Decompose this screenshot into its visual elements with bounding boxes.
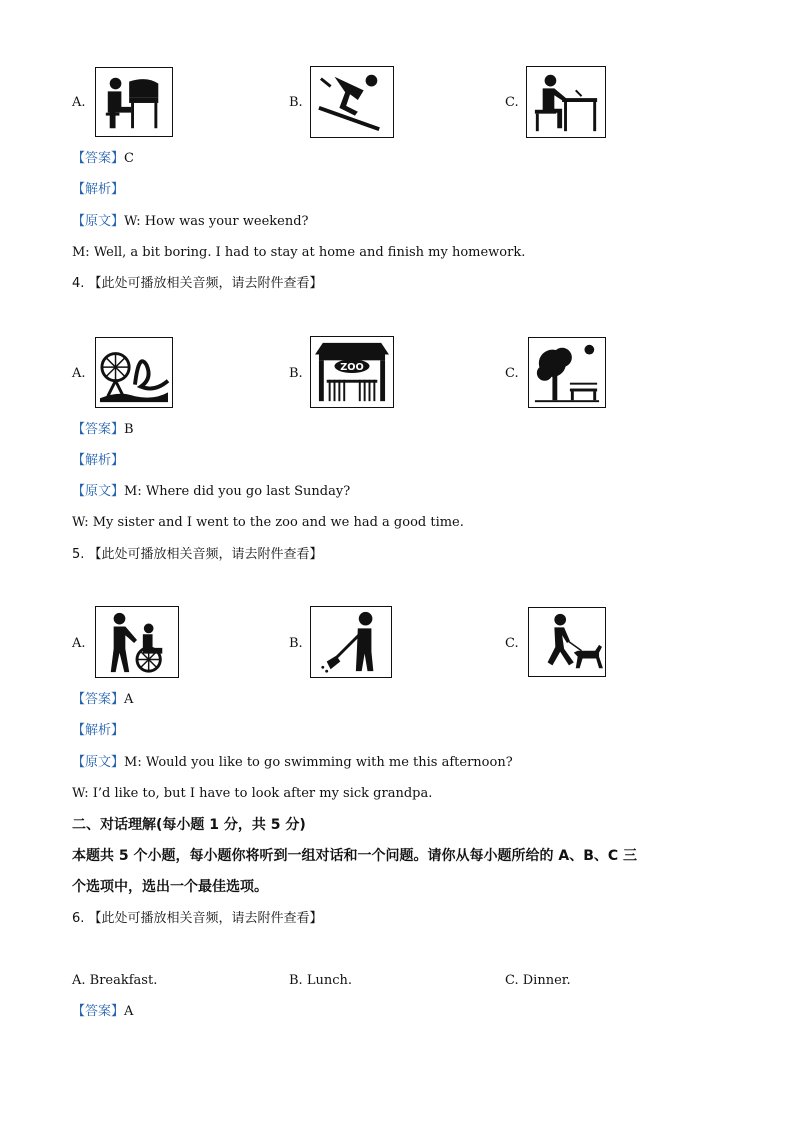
park-bench-tree-icon (528, 337, 606, 408)
amusement-park-icon (95, 337, 173, 408)
q5-analysis (72, 723, 124, 739)
transcript-tag: 【原文】 (72, 755, 125, 770)
q3-transcript-line-2: M: Well, a bit boring. I had to stay at home and finish my homework. (72, 245, 526, 260)
answer-tag: 【答案】 (72, 692, 125, 707)
q6-answer (72, 1004, 133, 1020)
q4-option-a-label: A. (72, 366, 86, 381)
q4-title: 4. 【此处可播放相关音频，请去附件查看】 (72, 276, 323, 291)
person-pushing-wheelchair-icon (95, 606, 179, 678)
q3-transcript (72, 214, 309, 230)
answer-value: A (124, 1004, 134, 1019)
answer-tag: 【答案】 (72, 151, 125, 166)
person-sweeping-icon (310, 606, 392, 678)
q4-transcript (72, 484, 350, 500)
student-writing-at-desk-icon (526, 66, 606, 138)
q3-option-b-label: B. (289, 95, 303, 110)
q4-analysis (72, 453, 124, 469)
analysis-tag: 【解析】 (72, 182, 125, 197)
answer-value: B (124, 422, 134, 437)
q5-answer (72, 692, 133, 708)
q6-option-b: B. Lunch. (289, 973, 352, 988)
answer-tag: 【答案】 (72, 1004, 125, 1019)
q3-answer (72, 151, 134, 167)
person-walking-dog-icon (528, 607, 606, 677)
q3-analysis (72, 182, 124, 198)
q5-title: 5. 【此处可播放相关音频，请去附件查看】 (72, 547, 323, 562)
section-instruction-line-2: 个选项中，选出一个最佳选项。 (72, 879, 268, 895)
q4-option-c-label: C. (505, 366, 519, 381)
zoo-entrance-icon (310, 336, 394, 408)
q4-answer (72, 422, 134, 438)
q5-option-a-label: A. (72, 636, 86, 651)
piano-player-icon (95, 67, 173, 137)
q4-option-b-label: B. (289, 366, 303, 381)
q3-option-c-label: C. (505, 95, 519, 110)
transcript-line: W: How was your weekend? (124, 214, 309, 229)
answer-value: C (124, 151, 134, 166)
transcript-tag: 【原文】 (72, 484, 125, 499)
transcript-tag: 【原文】 (72, 214, 125, 229)
transcript-line: M: Would you like to go swimming with me this afternoon? (124, 755, 513, 770)
q6-title: 6. 【此处可播放相关音频，请去附件查看】 (72, 911, 323, 926)
q5-transcript-line-2: W: I’d like to, but I have to look after my sick grandpa. (72, 786, 433, 801)
section-heading: 二、对话理解(每小题 1 分，共 5 分) (72, 817, 306, 833)
answer-tag: 【答案】 (72, 422, 125, 437)
q4-transcript-line-2: W: My sister and I went to the zoo and we had a good time. (72, 515, 464, 530)
q3-option-a-label: A. (72, 95, 86, 110)
analysis-tag: 【解析】 (72, 723, 125, 738)
q6-option-c: C. Dinner. (505, 973, 571, 988)
q6-option-a: A. Breakfast. (72, 973, 158, 988)
analysis-tag: 【解析】 (72, 453, 125, 468)
skier-icon (310, 66, 394, 138)
zoo-sign-text: ZOO (340, 362, 364, 374)
transcript-line: M: Where did you go last Sunday? (124, 484, 351, 499)
answer-value: A (124, 692, 134, 707)
q5-option-c-label: C. (505, 636, 519, 651)
q5-option-b-label: B. (289, 636, 303, 651)
section-instruction-line-1: 本题共 5 个小题，每小题你将听到一组对话和一个问题。请你从每小题所给的 A、B、C 三 (72, 848, 638, 864)
q5-transcript (72, 755, 513, 771)
